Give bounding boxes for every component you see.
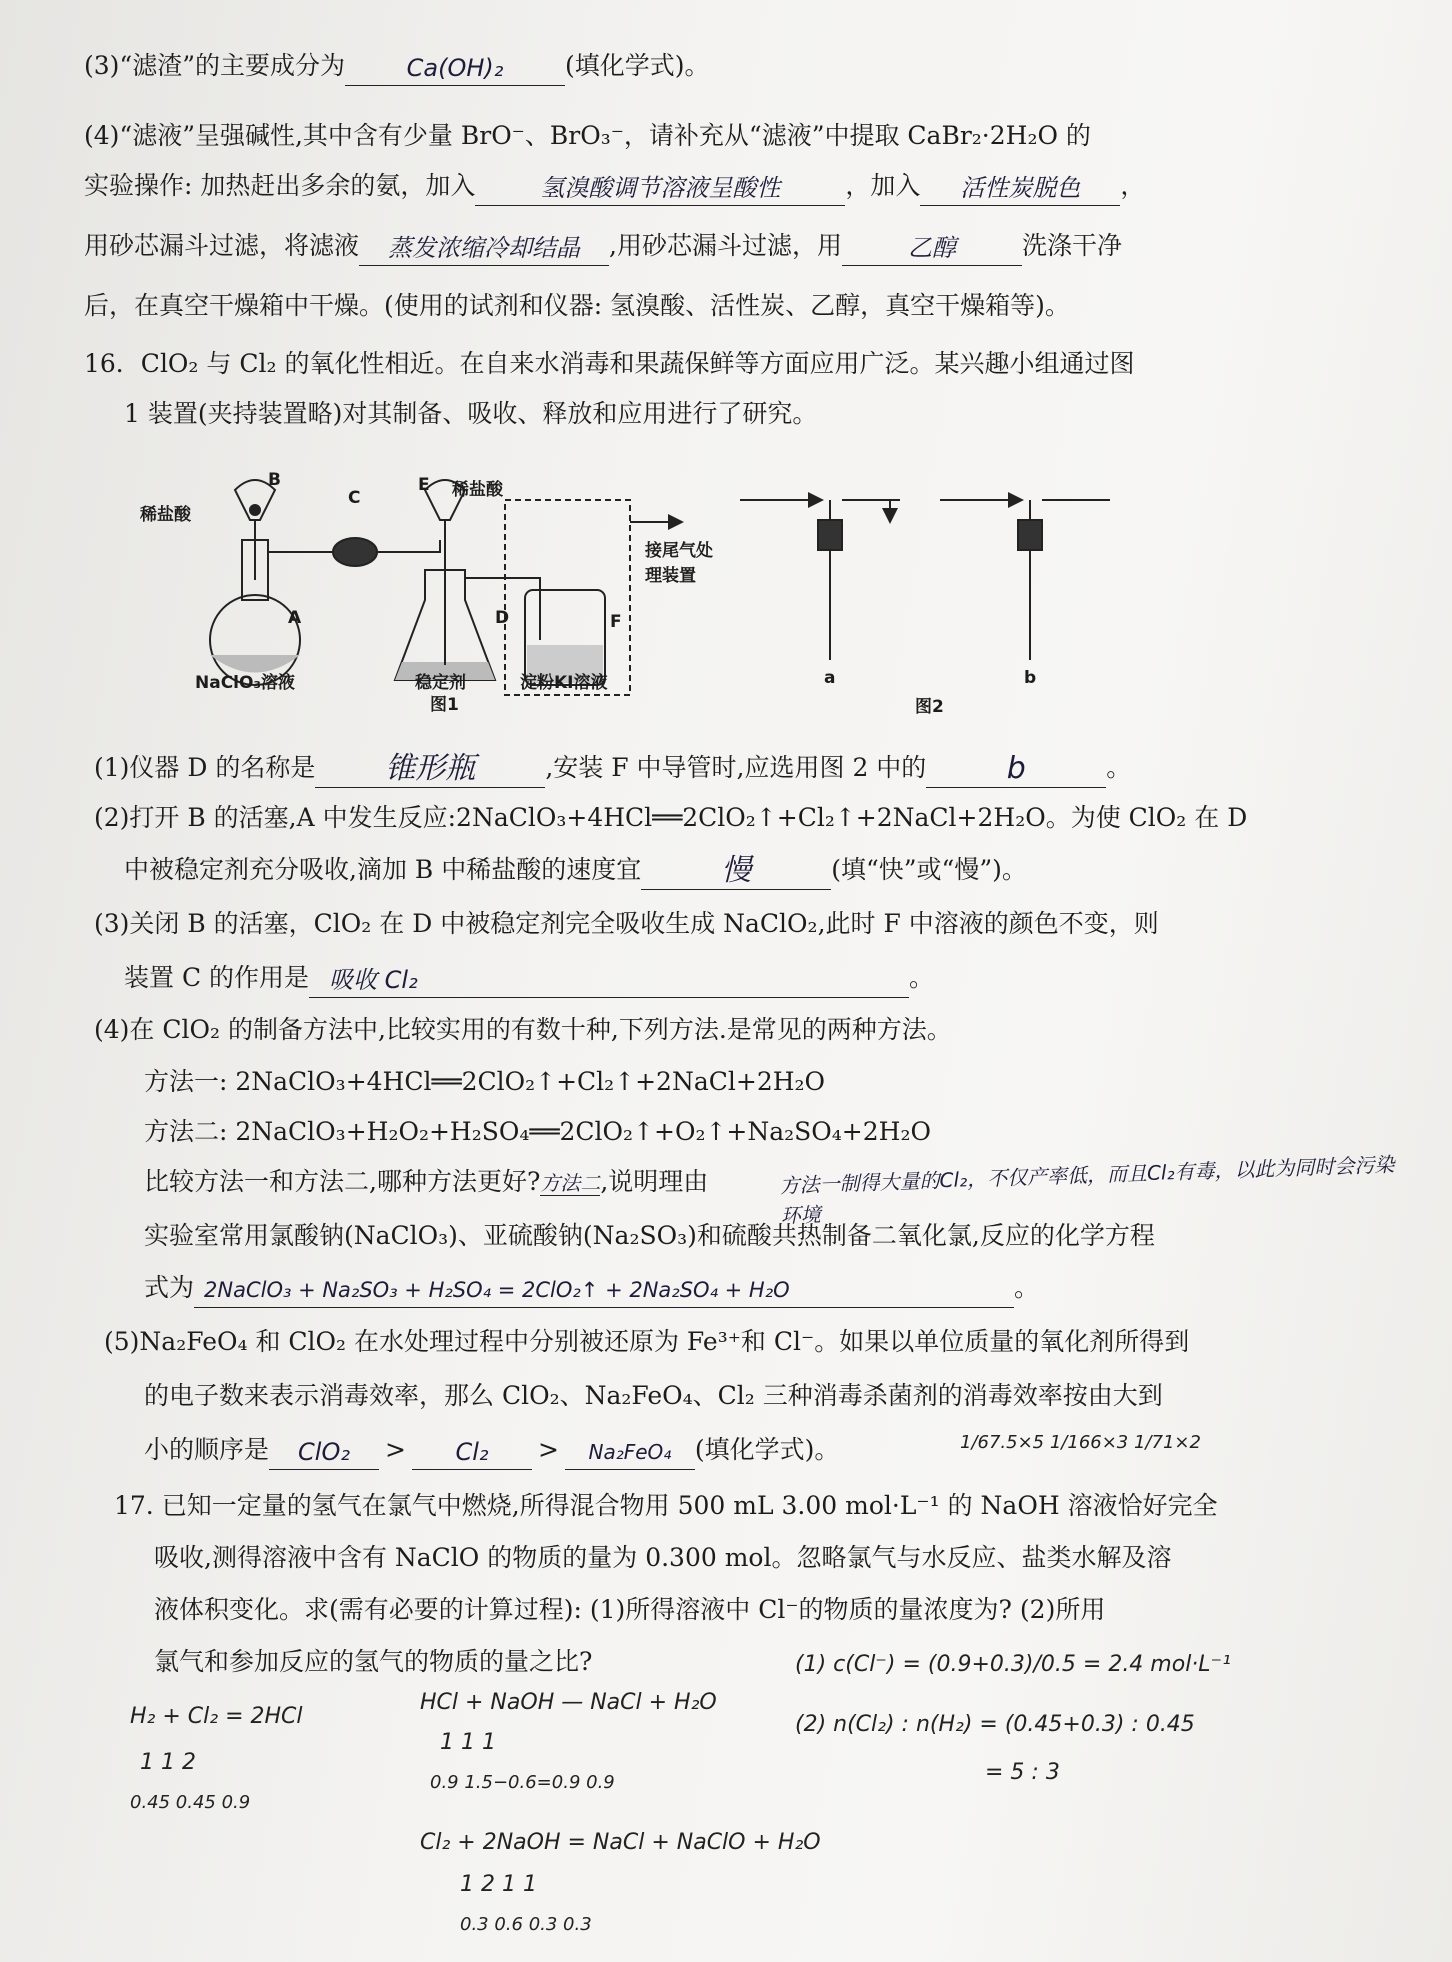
q16-part1-handwritten-1: 锥形瓶 (385, 751, 476, 786)
fig2-label-b: b (1024, 668, 1037, 688)
q16-part5-handwritten-2: Cl₂ (455, 1438, 489, 1466)
q15-part4-text-mid: ，加入 (845, 171, 921, 200)
q17-work-eq2-ratio: 1 1 1 (440, 1730, 496, 1755)
q15-part4-comma: ， (1120, 171, 1146, 200)
fig1-label-A: A (288, 608, 302, 628)
q16-part4-line1: (4)在 ClO₂ 的制备方法中,比较实用的有数十种,下列方法.是常见的两种方法。 (94, 1015, 952, 1044)
q15-part4-blank4 (842, 231, 1022, 266)
q16-part5-blank1 (269, 1435, 379, 1470)
q17-stem-line2: 吸收,测得溶液中含有 NaClO 的物质的量为 0.300 mol。忽略氯气与水反应、盐类水解及溶 (154, 1543, 1172, 1572)
q16-part2-suffix: (填“快”或“慢”)。 (831, 855, 1027, 884)
q17-work-eq3-amounts: 0.3 0.6 0.3 0.3 (460, 1914, 592, 1935)
q16-part3-line1: (3)关闭 B 的活塞，ClO₂ 在 D 中被稳定剂完全吸收生成 NaClO₂,此时 F 中溶液的颜色不变，则 (94, 909, 1159, 938)
q15-part4-line1: (4)“滤液”呈强碱性,其中含有少量 BrO⁻、BrO₃⁻，请补充从“滤液”中提取 CaBr₂·2H₂O 的 (84, 121, 1091, 150)
q15-part3-prompt: (3)“滤渣”的主要成分为 (84, 51, 345, 80)
q15-part4-handwritten-1: 氢溴酸调节溶液呈酸性 (540, 174, 781, 202)
q16-part5-blank3 (565, 1434, 695, 1470)
q16-part4-equation-prompt: 式为 (144, 1273, 195, 1302)
q16-part5-gt-2: > (537, 1435, 559, 1464)
fig1-label-stabilizer: 稳定剂 (415, 673, 466, 693)
q15-part3-suffix: (填化学式)。 (564, 51, 710, 80)
q17-work-eq3-ratio: 1 2 1 1 (460, 1872, 537, 1897)
q17-work-answer2-result: = 5 : 3 (985, 1760, 1060, 1785)
fig1-label-dilute-hcl-left: 稀盐酸 (140, 505, 191, 525)
q17-work-eq3: Cl₂ + 2NaOH = NaCl + NaClO + H₂O (420, 1830, 821, 1855)
figure2-tubes (740, 480, 1140, 720)
q16-part4-equation-suffix: 。 (1014, 1273, 1040, 1302)
fig1-label-D: D (495, 608, 510, 628)
q16-part2-blank (641, 854, 831, 890)
fig1-label-E: E (418, 475, 430, 495)
q17-work-answer2: (2) n(Cl₂) : n(H₂) = (0.45+0.3) : 0.45 (795, 1712, 1195, 1737)
q15-part3 (0, 46, 1452, 86)
q17-work-eq1: H₂ + Cl₂ = 2HCl (130, 1704, 303, 1729)
q17-stem-line1: 17. 已知一定量的氢气在氯气中燃烧,所得混合物用 500 mL 3.00 mol·L⁻¹ 的 NaOH 溶液恰好完全 (114, 1491, 1218, 1520)
q16-method2: 方法二: 2NaClO₃+H₂O₂+H₂SO₄══2ClO₂↑+O₂↑+Na₂SO₄+2H₂O (144, 1117, 931, 1146)
q16-part1-mid: ,安装 F 中导管时,应选用图 2 中的 (545, 753, 927, 782)
q15-part4-handwritten-4: 乙醇 (907, 234, 956, 262)
q16-part5-line3 (0, 1430, 1452, 1470)
q16-part1 (0, 748, 1452, 788)
q15-part4-line2 (0, 166, 1452, 206)
fig1-label-F: F (610, 612, 622, 632)
q15-part4-blank2 (920, 171, 1120, 206)
fig1-caption: 图1 (430, 695, 459, 715)
q16-stem-line2: 1 装置(夹持装置略)对其制备、吸收、释放和应用进行了研究。 (124, 399, 818, 428)
q16-part1-blank2 (926, 752, 1106, 788)
q15-part4-blank1 (475, 171, 845, 206)
q16-part5-prompt: 小的顺序是 (144, 1435, 270, 1464)
q15-part4-handwritten-3: 蒸发浓缩冷却结晶 (388, 234, 581, 262)
q15-part4-line4: 后，在真空干燥箱中干燥。(使用的试剂和仪器: 氢溴酸、活性炭、乙醇，真空干燥箱等)。 (84, 291, 1070, 320)
q17-stem-line3: 液体积变化。求(需有必要的计算过程): (1)所得溶液中 Cl⁻的物质的量浓度为? (2)所用 (154, 1595, 1106, 1624)
q16-part5-handwritten-1: ClO₂ (298, 1438, 350, 1466)
q16-stem-line1: 16．ClO₂ 与 Cl₂ 的氧化性相近。在自来水消毒和果蔬保鲜等方面应用广泛。某兴趣小组通过图 (84, 349, 1135, 378)
q16-part3-handwritten: 吸收 Cl₂ (329, 966, 418, 994)
fig1-label-tail-gas: 接尾气处理装置 (645, 541, 713, 586)
q16-part4-handwritten-reason: 方法一制得大量的Cl₂，不仅产率低，而且Cl₂有毒，以此为同时会污染环境 (779, 1152, 1395, 1228)
q16-part3-blank (309, 963, 909, 998)
q16-part4-equation-blank (194, 1272, 1014, 1308)
q16-part1-handwritten-2: b (1006, 751, 1026, 786)
q15-part4-line3 (0, 226, 1452, 266)
q15-part4-text: 实验操作: 加热赶出多余的氨，加入 (84, 171, 476, 200)
fig1-label-naclo3-solution: NaClO₃溶液 (195, 673, 295, 693)
q17-work-eq2-amounts: 0.9 1.5−0.6=0.9 0.9 (430, 1772, 615, 1793)
q16-part4-line6 (0, 1268, 1452, 1308)
q16-method1: 方法一: 2NaClO₃+4HCl══2ClO₂↑+Cl₂↑+2NaCl+2H₂O (144, 1067, 826, 1096)
fig2-caption: 图2 (915, 697, 944, 717)
q15-part4-text4: 洗涤干净 (1021, 231, 1122, 260)
q16-part4-question: 比较方法一和方法二,哪种方法更好? (144, 1167, 541, 1196)
fig1-label-starch-ki: 淀粉KI溶液 (520, 673, 608, 693)
q16-part2-prompt: 中被稳定剂充分吸收,滴加 B 中稀盐酸的速度宜 (124, 855, 642, 884)
q17-work-eq2: HCl + NaOH — NaCl + H₂O (420, 1690, 717, 1715)
q17-stem-line4: 氯气和参加反应的氢气的物质的量之比? (154, 1647, 593, 1676)
q16-part3-suffix: 。 (909, 963, 935, 992)
q16-part2-handwritten: 慢 (721, 853, 752, 888)
q16-part4-handwritten-choice: 方法二 (540, 1171, 601, 1195)
figure1-apparatus (140, 440, 720, 715)
q16-part3-prompt: 装置 C 的作用是 (124, 963, 310, 992)
q16-part5-line2: 的电子数来表示消毒效率，那么 ClO₂、Na₂FeO₄、Cl₂ 三种消毒杀菌剂的消毒效率按由大到 (144, 1381, 1163, 1410)
fig1-label-dilute-hcl-right: 稀盐酸 (452, 480, 503, 500)
q16-part4-reason-prompt: ,说明理由 (600, 1167, 709, 1196)
q16-part1-suffix: 。 (1106, 753, 1132, 782)
q16-part3-line2 (0, 958, 1452, 998)
fig1-label-B: B (268, 470, 281, 490)
q16-part4-line5: 实验室常用氯酸钠(NaClO₃)、亚硫酸钠(Na₂SO₃)和硫酸共热制备二氧化氯,反应的化学方程 (144, 1221, 1155, 1250)
q16-part5-handwritten-note: 1/67.5×5 1/166×3 1/71×2 (960, 1432, 1201, 1453)
fig1-label-C: C (348, 488, 361, 508)
q15-part4-text3: ,用砂芯漏斗过滤，用 (609, 231, 842, 260)
q16-part5-suffix: (填化学式)。 (694, 1435, 840, 1464)
q16-part4-handwritten-equation: 2NaClO₃ + Na₂SO₃ + H₂SO₄ = 2ClO₂↑ + 2Na₂SO₄ + H₂O (204, 1278, 790, 1302)
q16-part5-handwritten-3: Na₂FeO₄ (588, 1440, 672, 1464)
q17-work-eq1-amounts: 0.45 0.45 0.9 (130, 1792, 251, 1813)
fig2-label-a: a (824, 668, 836, 688)
q15-part4-text2: 用砂芯漏斗过滤，将滤液 (84, 231, 360, 260)
q15-part4-handwritten-2: 活性炭脱色 (960, 174, 1081, 202)
q16-part5-blank2 (412, 1435, 532, 1470)
q17-work-answer1: (1) c(Cl⁻) = (0.9+0.3)/0.5 = 2.4 mol·L⁻¹ (795, 1652, 1231, 1677)
q15-part3-handwritten-answer: Ca(OH)₂ (406, 54, 504, 82)
q16-part5-line1: (5)Na₂FeO₄ 和 ClO₂ 在水处理过程中分别被还原为 Fe³⁺和 Cl⁻。如果以单位质量的氧化剂所得到 (104, 1327, 1190, 1356)
q16-part1-prompt: (1)仪器 D 的名称是 (94, 753, 316, 782)
q15-part3-answer-blank (345, 51, 565, 86)
figure2-drawing (740, 480, 1140, 680)
q16-part1-blank1 (315, 752, 545, 788)
q16-part2-line1: (2)打开 B 的活塞,A 中发生反应:2NaClO₃+4HCl══2ClO₂↑+Cl₂↑+2NaCl+2H₂O。为使 ClO₂ 在 D (94, 803, 1248, 832)
q16-part2-line2 (0, 850, 1452, 890)
q15-part4-blank3 (359, 231, 609, 266)
q17-work-eq1-ratio: 1 1 2 (140, 1750, 196, 1775)
q16-part5-gt-1: > (385, 1435, 406, 1464)
